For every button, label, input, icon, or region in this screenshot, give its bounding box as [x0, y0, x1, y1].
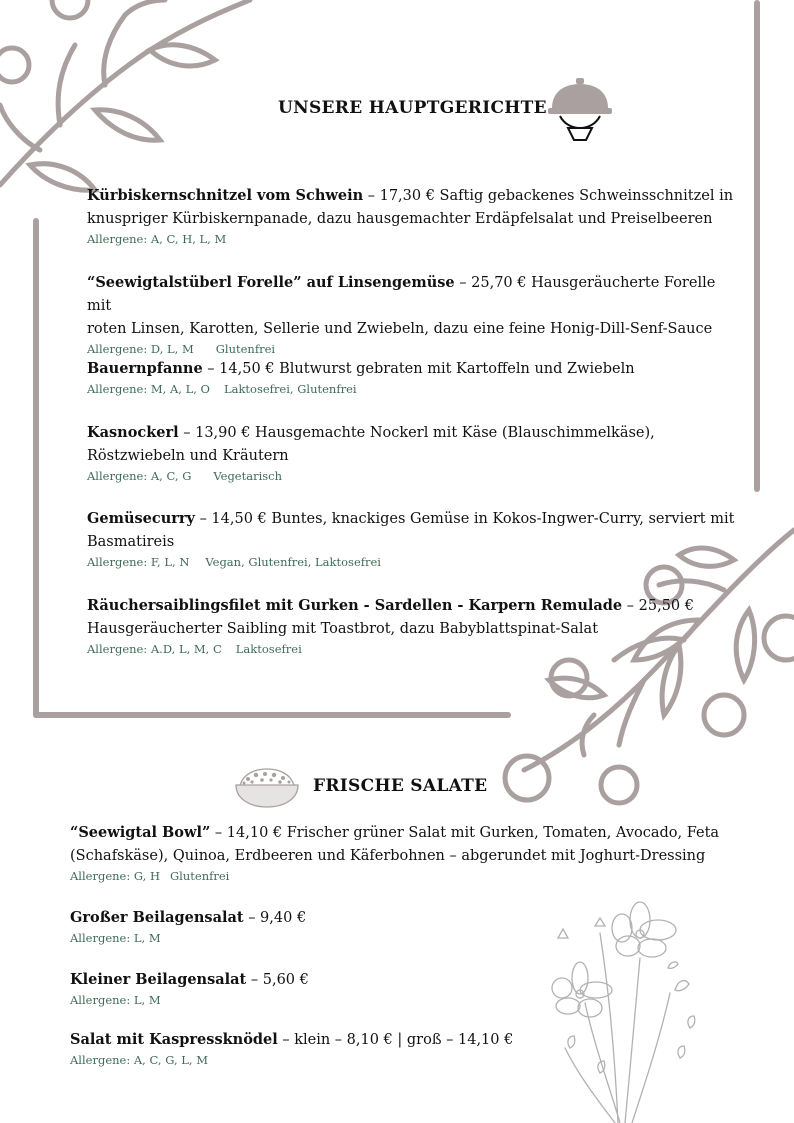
frame-line-bottom	[33, 712, 511, 718]
allergen-line	[87, 341, 737, 358]
diet-label: Glutenfrei	[170, 869, 230, 883]
diet-label: Laktosefrei, Glutenfrei	[223, 382, 357, 396]
allergen-line	[70, 868, 730, 885]
serving-cloche-icon	[546, 78, 614, 144]
salad-dish-3	[70, 968, 570, 1009]
allergen-line	[70, 992, 570, 1009]
dish-price-text: – 17,30 € Saftig gebackenes Schweinsschnitzel in	[363, 188, 734, 204]
main-dish-2	[87, 271, 737, 358]
dish-description	[70, 906, 570, 930]
dish-description	[87, 184, 737, 208]
salad-section-title: FRISCHE SALATE	[313, 776, 488, 796]
dish-price-text: – 13,90 € Hausgemachte Nockerl mit Käse (Blauschimmelkäse),	[178, 425, 655, 441]
allergens: Allergene: L, M	[70, 993, 161, 1007]
dish-name: Gemüsecurry	[87, 510, 195, 527]
dish-description	[87, 421, 737, 445]
botanical-branch-top-left-icon	[0, 0, 260, 200]
dish-description-line2: roten Linsen, Karotten, Sellerie und Zwiebeln, dazu eine feine Honig-Dill-Senf-Sauce	[87, 321, 713, 337]
dish-price-text: – 25,70 € Hausgeräucherte Forelle mit	[87, 275, 716, 314]
dish-price-text: – 14,10 € Frischer grüner Salat mit Gurken, Tomaten, Avocado, Feta	[210, 825, 720, 841]
dish-price-text: – klein – 8,10 € | groß – 14,10 €	[277, 1032, 514, 1048]
allergens: Allergene: A, C, G	[87, 469, 192, 483]
dish-description-line2: Basmatireis	[87, 534, 175, 550]
dish-description	[87, 357, 737, 381]
salad-bowl-icon	[232, 765, 302, 809]
dish-price-text: – 14,50 € Blutwurst gebraten mit Kartoffeln und Zwiebeln	[202, 361, 635, 377]
dish-description-line2: (Schafskäse), Quinoa, Erdbeeren und Käferbohnen – abgerundet mit Joghurt-Dressing	[70, 848, 706, 864]
allergen-line	[87, 381, 737, 398]
allergen-line	[70, 1052, 570, 1069]
salad-dish-4	[70, 1028, 570, 1069]
diet-label: Glutenfrei	[215, 342, 276, 356]
allergens: Allergene: L, M	[70, 931, 161, 945]
dish-description	[70, 1028, 570, 1052]
allergens: Allergene: M, A, L, O	[87, 382, 210, 396]
allergen-line	[70, 930, 570, 947]
allergen-line	[87, 554, 737, 571]
dish-name: “Seewigtalstüberl Forelle” auf Linsengemüse	[87, 274, 455, 291]
allergens: Allergene: D, L, M	[87, 342, 194, 356]
dish-name: Kasnockerl	[87, 424, 179, 441]
dish-name: “Seewigtal Bowl”	[70, 824, 211, 841]
diet-label: Vegan, Glutenfrei, Laktosefrei	[205, 555, 381, 569]
frame-line-right	[754, 0, 760, 492]
allergens: Allergene: A, C, G, L, M	[70, 1053, 208, 1067]
main-dish-6	[87, 594, 737, 658]
dish-description	[70, 968, 570, 992]
allergens: Allergene: F, L, N	[87, 555, 190, 569]
main-section-title: UNSERE HAUPTGERICHTE	[278, 98, 547, 118]
diet-label: Vegetarisch	[213, 469, 283, 483]
allergens: Allergene: A, C, H, L, M	[87, 232, 227, 246]
dish-description-line2: Hausgeräucherter Saibling mit Toastbrot, dazu Babyblattspinat-Salat	[87, 621, 599, 637]
main-dish-3	[87, 357, 737, 398]
dish-price-text: – 14,50 € Buntes, knackiges Gemüse in Kokos-Ingwer-Curry, serviert mit	[194, 511, 735, 527]
dish-description	[87, 271, 737, 318]
main-dish-5	[87, 507, 737, 571]
dish-name: Großer Beilagensalat	[70, 909, 244, 926]
dish-price-text: – 9,40 €	[243, 910, 307, 926]
dish-description	[87, 507, 737, 531]
dish-name: Räuchersaiblingsfilet mit Gurken - Sardellen - Karpern Remulade	[87, 597, 623, 614]
dish-description-line2: knuspriger Kürbiskernpanade, dazu hausgemachter Erdäpfelsalat und Preiselbeeren	[87, 211, 713, 227]
allergen-line	[87, 641, 737, 658]
dish-name: Salat mit Kaspressknödel	[70, 1031, 278, 1048]
dish-price-text: – 5,60 €	[246, 972, 309, 988]
allergen-line	[87, 468, 737, 485]
dish-description	[70, 821, 730, 845]
dish-name: Kleiner Beilagensalat	[70, 971, 247, 988]
salad-dish-1	[70, 821, 730, 885]
main-dish-1	[87, 184, 737, 248]
allergens: Allergene: G, H	[70, 869, 160, 883]
dish-name: Kürbiskernschnitzel vom Schwein	[87, 187, 364, 204]
dish-description-line2: Röstzwiebeln und Kräutern	[87, 448, 289, 464]
diet-label: Laktosefrei	[235, 642, 302, 656]
dish-name: Bauernpfanne	[87, 360, 203, 377]
allergens: Allergene: A.D, L, M, C	[87, 642, 222, 656]
dish-price-text: – 25,50 €	[622, 598, 694, 614]
main-dish-4	[87, 421, 737, 485]
salad-dish-2	[70, 906, 570, 947]
dish-description	[87, 594, 737, 618]
frame-line-left	[33, 218, 39, 718]
allergen-line	[87, 231, 737, 248]
